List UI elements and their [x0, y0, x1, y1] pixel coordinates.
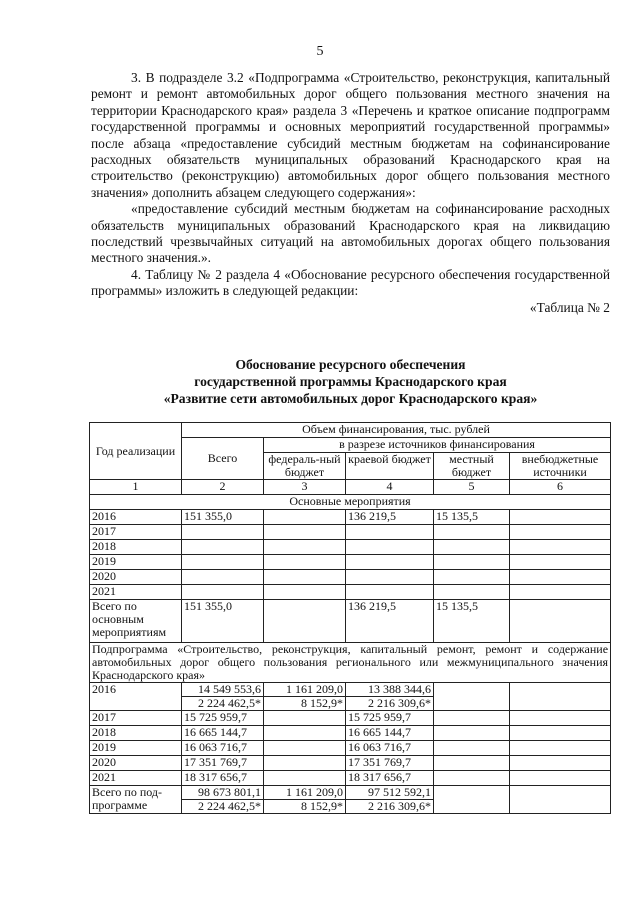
cell-extra — [510, 600, 611, 643]
paragraph-inserted: «предоставление субсидий местным бюджетам на софинансирование расходных обязательств муниципальных образований Краснодарского края на ликвидацию последствий чрезвычайных ситуаций на автомобильных дорогах общего пользования местного значения.». — [91, 201, 610, 266]
cell-local — [434, 756, 510, 771]
cell-year: 2020 — [90, 570, 182, 585]
cell-federal — [264, 525, 346, 540]
cell-total: 18 317 656,7 — [182, 771, 264, 786]
cell-federal — [264, 683, 346, 711]
cell-total: 16 063 716,7 — [182, 741, 264, 756]
cell-year: 2021 — [90, 771, 182, 786]
cell-extra — [510, 570, 611, 585]
col-number: 4 — [346, 480, 434, 495]
col-number: 2 — [182, 480, 264, 495]
section-title: Основные мероприятия — [90, 495, 611, 510]
cell-local — [434, 525, 510, 540]
table-row — [90, 540, 611, 555]
financing-table — [89, 422, 611, 814]
cell-local: 15 135,5 — [434, 510, 510, 525]
cell-extra — [510, 585, 611, 600]
cell-local — [434, 540, 510, 555]
cell-federal — [264, 786, 346, 814]
cell-regional: 15 725 959,7 — [346, 711, 434, 726]
value-secondary: 2 216 309,6* — [346, 696, 433, 710]
cell-regional: 16 665 144,7 — [346, 726, 434, 741]
cell-regional: 17 351 769,7 — [346, 756, 434, 771]
cell-regional: 136 219,5 — [346, 600, 434, 643]
value-secondary: 2 224 462,5* — [182, 799, 263, 813]
cell-year: 2018 — [90, 726, 182, 741]
header-local: местный бюджет — [434, 453, 510, 480]
header-regional: краевой бюджет — [346, 453, 434, 480]
value-secondary: 2 224 462,5* — [182, 696, 263, 710]
table-row — [90, 555, 611, 570]
table-row — [90, 683, 611, 711]
cell-year: 2019 — [90, 741, 182, 756]
value-secondary: 8 152,9* — [264, 799, 345, 813]
cell-total — [182, 555, 264, 570]
col-number: 1 — [90, 480, 182, 495]
header-by-source: в разрезе источников финансирования — [264, 438, 611, 453]
cell-regional — [346, 585, 434, 600]
cell-total — [182, 683, 264, 711]
cell-federal — [264, 771, 346, 786]
cell-extra — [510, 540, 611, 555]
cell-regional — [346, 525, 434, 540]
col-number: 3 — [264, 480, 346, 495]
cell-federal — [264, 570, 346, 585]
cell-year: 2018 — [90, 540, 182, 555]
cell-year: 2020 — [90, 756, 182, 771]
header-federal: федераль-ный бюджет — [264, 453, 346, 480]
col-number: 5 — [434, 480, 510, 495]
table-row — [90, 525, 611, 540]
cell-local — [434, 683, 510, 711]
cell-year: 2021 — [90, 585, 182, 600]
cell-regional: 136 219,5 — [346, 510, 434, 525]
header-year: Год реализации — [90, 423, 182, 480]
cell-total: 16 665 144,7 — [182, 726, 264, 741]
cell-sum-label: Всего по основным мероприятиям — [90, 600, 182, 643]
table-row — [90, 756, 611, 771]
paragraph-3: 3. В подразделе 3.2 «Подпрограмма «Строительство, реконструкция, капитальный ремонт и ремонт автомобильных дорог общего пользования местного значения на территории Краснодарского края» раздела 3 «Перечень и краткое описание подпрограмм государственной программы и основных мероприятий государственной программы» после абзаца «предоставление субсидий местным бюджетам на софинансирование расходных обязательств муниципальных образований Краснодарского края на строительство (реконструкцию) автомобильных дорог общего пользования местного значения» дополнить абзацем следующего содержания»: — [91, 70, 610, 200]
cell-regional: 18 317 656,7 — [346, 771, 434, 786]
cell-extra — [510, 726, 611, 741]
cell-extra — [510, 786, 611, 814]
cell-total: 151 355,0 — [182, 510, 264, 525]
cell-total: 15 725 959,7 — [182, 711, 264, 726]
cell-federal — [264, 756, 346, 771]
cell-federal — [264, 600, 346, 643]
value-main: 13 388 344,6 — [368, 682, 431, 696]
cell-year: 2017 — [90, 525, 182, 540]
cell-regional — [346, 540, 434, 555]
cell-regional — [346, 555, 434, 570]
cell-regional — [346, 786, 434, 814]
cell-extra — [510, 711, 611, 726]
section-title: Подпрограмма «Строительство, реконструкция, капитальный ремонт, ремонт и содержание автомобильных дорог общего пользования регионального или межмуниципального значения Краснодарского края» — [90, 643, 611, 683]
cell-local — [434, 771, 510, 786]
table-row — [90, 771, 611, 786]
cell-total — [182, 585, 264, 600]
table-title-line-3: «Развитие сети автомобильных дорог Краснодарского края» — [163, 391, 538, 406]
cell-federal — [264, 510, 346, 525]
table-row-sum — [90, 786, 611, 814]
value-secondary: 2 216 309,6* — [346, 799, 433, 813]
cell-local — [434, 786, 510, 814]
value-main: 98 673 801,1 — [198, 785, 261, 799]
cell-extra — [510, 510, 611, 525]
table-row — [90, 741, 611, 756]
cell-year: 2016 — [90, 510, 182, 525]
header-total: Всего — [182, 438, 264, 480]
cell-sum-label: Всего по под-программе — [90, 786, 182, 814]
value-main: 97 512 592,1 — [368, 785, 431, 799]
cell-regional: 16 063 716,7 — [346, 741, 434, 756]
cell-federal — [264, 741, 346, 756]
header-volume: Объем финансирования, тыс. рублей — [182, 423, 611, 438]
cell-local — [434, 741, 510, 756]
cell-total — [182, 540, 264, 555]
cell-total — [182, 786, 264, 814]
cell-federal — [264, 585, 346, 600]
value-secondary: 8 152,9* — [264, 696, 345, 710]
table-row — [90, 510, 611, 525]
value-main: 1 161 209,0 — [286, 682, 343, 696]
table-row — [90, 726, 611, 741]
cell-extra — [510, 525, 611, 540]
cell-local: 15 135,5 — [434, 600, 510, 643]
cell-year: 2017 — [90, 711, 182, 726]
cell-total: 17 351 769,7 — [182, 756, 264, 771]
cell-year: 2016 — [90, 683, 182, 711]
table-label: «Таблица № 2 — [529, 299, 610, 315]
page-number: 5 — [316, 44, 324, 59]
paragraph-4: 4. Таблицу № 2 раздела 4 «Обоснование ресурсного обеспечения государственной программы» изложить в следующей редакции: — [91, 266, 610, 299]
cell-federal — [264, 711, 346, 726]
table-row — [90, 585, 611, 600]
body-text — [91, 70, 610, 316]
table-title-line-2: государственной программы Краснодарского края — [194, 374, 507, 389]
cell-local — [434, 585, 510, 600]
cell-total — [182, 570, 264, 585]
value-main: 1 161 209,0 — [286, 785, 343, 799]
cell-extra — [510, 555, 611, 570]
cell-extra — [510, 683, 611, 711]
cell-regional — [346, 570, 434, 585]
cell-local — [434, 570, 510, 585]
table-title-line-1: Обоснование ресурсного обеспечения — [235, 357, 466, 372]
col-number: 6 — [510, 480, 611, 495]
table-title — [91, 356, 610, 407]
table-row — [90, 711, 611, 726]
cell-extra — [510, 741, 611, 756]
cell-local — [434, 555, 510, 570]
cell-federal — [264, 726, 346, 741]
cell-federal — [264, 540, 346, 555]
cell-extra — [510, 756, 611, 771]
cell-local — [434, 711, 510, 726]
cell-regional — [346, 683, 434, 711]
table-row-sum — [90, 600, 611, 643]
value-main: 14 549 553,6 — [198, 682, 261, 696]
cell-extra — [510, 771, 611, 786]
cell-total: 151 355,0 — [182, 600, 264, 643]
cell-local — [434, 726, 510, 741]
header-extra: внебюджетные источники — [510, 453, 611, 480]
cell-total — [182, 525, 264, 540]
cell-federal — [264, 555, 346, 570]
table-row — [90, 570, 611, 585]
cell-year: 2019 — [90, 555, 182, 570]
